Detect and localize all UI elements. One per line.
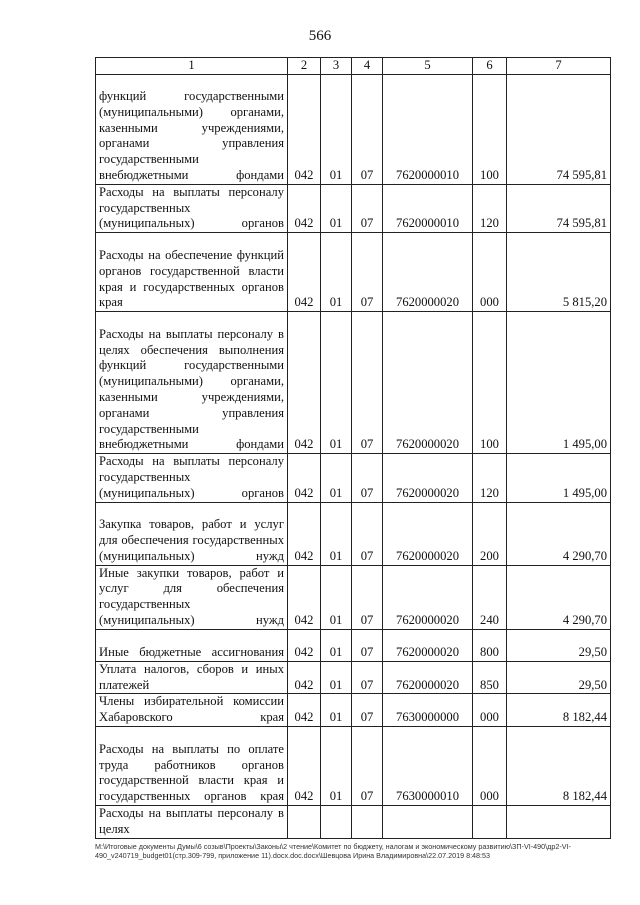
section-code: 01 — [321, 661, 352, 694]
subsection-code: 07 — [352, 565, 383, 629]
target-article-code: 7620000020 — [383, 661, 473, 694]
table-row — [96, 726, 611, 805]
amount: 1 495,00 — [507, 454, 611, 502]
ministry-code: 042 — [288, 694, 321, 727]
table-row — [96, 661, 611, 694]
ministry-code: 042 — [288, 502, 321, 565]
table-row — [96, 312, 611, 454]
col-header-2: 2 — [288, 58, 321, 75]
row-description: Расходы на обеспечение функций органов государственной власти края и государственных органов края — [96, 233, 288, 312]
document-path-footer: M:\Итоговые документы Думы\6 созыв\Проекты\Законы\2 чтение\Комитет по бюджету, налогам и экономическому развитию\ЗП-VI-490\др2-VI-490_v240719_budget01(стр.309-799, приложение 11).docx.doc.docx\Шевцова Ирина Владимировна\22.07.2019 8:48:53 — [95, 842, 571, 860]
amount: 1 495,00 — [507, 312, 611, 454]
section-code: 01 — [321, 74, 352, 184]
expense-type-code: 100 — [473, 74, 507, 184]
target-article-code: 7620000020 — [383, 502, 473, 565]
target-article-code: 7620000020 — [383, 565, 473, 629]
target-article-code: 7630000000 — [383, 694, 473, 727]
expense-type-code: 120 — [473, 454, 507, 502]
section-code: 01 — [321, 502, 352, 565]
section-code — [321, 805, 352, 838]
expense-type-code — [473, 805, 507, 838]
target-article-code: 7620000020 — [383, 454, 473, 502]
section-code: 01 — [321, 694, 352, 727]
amount — [507, 805, 611, 838]
subsection-code: 07 — [352, 184, 383, 232]
section-code: 01 — [321, 629, 352, 661]
col-header-7: 7 — [507, 58, 611, 75]
amount: 5 815,20 — [507, 233, 611, 312]
expense-type-code: 800 — [473, 629, 507, 661]
col-header-5: 5 — [383, 58, 473, 75]
table-row — [96, 565, 611, 629]
row-description: функций государственными (муниципальными) органами, казенными учреждениями, органами управления государственными внебюджетными фондами — [96, 74, 288, 184]
subsection-code: 07 — [352, 629, 383, 661]
section-code: 01 — [321, 565, 352, 629]
expense-type-code: 000 — [473, 726, 507, 805]
row-description: Расходы на выплаты персоналу государственных (муниципальных) органов — [96, 454, 288, 502]
table-row — [96, 74, 611, 184]
row-description: Расходы на выплаты персоналу в целях — [96, 805, 288, 838]
table-row — [96, 454, 611, 502]
target-article-code: 7620000020 — [383, 629, 473, 661]
target-article-code: 7620000010 — [383, 184, 473, 232]
subsection-code — [352, 805, 383, 838]
subsection-code: 07 — [352, 726, 383, 805]
ministry-code: 042 — [288, 74, 321, 184]
expense-type-code: 000 — [473, 233, 507, 312]
amount: 4 290,70 — [507, 502, 611, 565]
col-header-3: 3 — [321, 58, 352, 75]
amount: 74 595,81 — [507, 74, 611, 184]
table-row — [96, 233, 611, 312]
ministry-code: 042 — [288, 184, 321, 232]
row-description: Иные бюджетные ассигнования — [96, 629, 288, 661]
ministry-code: 042 — [288, 726, 321, 805]
row-description: Расходы на выплаты персоналу государственных (муниципальных) органов — [96, 184, 288, 232]
row-description: Уплата налогов, сборов и иных платежей — [96, 661, 288, 694]
section-code: 01 — [321, 312, 352, 454]
budget-table — [95, 57, 611, 839]
subsection-code: 07 — [352, 661, 383, 694]
col-header-4: 4 — [352, 58, 383, 75]
amount: 8 182,44 — [507, 726, 611, 805]
section-code: 01 — [321, 454, 352, 502]
target-article-code: 7620000020 — [383, 312, 473, 454]
expense-type-code: 850 — [473, 661, 507, 694]
page-number: 566 — [308, 28, 332, 44]
subsection-code: 07 — [352, 233, 383, 312]
ministry-code: 042 — [288, 233, 321, 312]
section-code: 01 — [321, 726, 352, 805]
expense-type-code: 000 — [473, 694, 507, 727]
table-row — [96, 502, 611, 565]
amount: 29,50 — [507, 661, 611, 694]
row-description: Закупка товаров, работ и услуг для обеспечения государственных (муниципальных) нужд — [96, 502, 288, 565]
amount: 8 182,44 — [507, 694, 611, 727]
table-row — [96, 629, 611, 661]
subsection-code: 07 — [352, 454, 383, 502]
target-article-code: 7620000010 — [383, 74, 473, 184]
row-description: Члены избирательной комиссии Хабаровского края — [96, 694, 288, 727]
expense-type-code: 120 — [473, 184, 507, 232]
ministry-code: 042 — [288, 454, 321, 502]
expense-type-code: 200 — [473, 502, 507, 565]
target-article-code: 7620000020 — [383, 233, 473, 312]
amount: 74 595,81 — [507, 184, 611, 232]
target-article-code: 7630000010 — [383, 726, 473, 805]
amount: 29,50 — [507, 629, 611, 661]
ministry-code: 042 — [288, 312, 321, 454]
ministry-code: 042 — [288, 629, 321, 661]
subsection-code: 07 — [352, 502, 383, 565]
amount: 4 290,70 — [507, 565, 611, 629]
ministry-code: 042 — [288, 565, 321, 629]
target-article-code — [383, 805, 473, 838]
ministry-code — [288, 805, 321, 838]
section-code: 01 — [321, 184, 352, 232]
ministry-code: 042 — [288, 661, 321, 694]
table-row — [96, 805, 611, 838]
row-description: Расходы на выплаты по оплате труда работников органов государственной власти края и государственных органов края — [96, 726, 288, 805]
expense-type-code: 100 — [473, 312, 507, 454]
table-row — [96, 184, 611, 232]
subsection-code: 07 — [352, 74, 383, 184]
table-row — [96, 694, 611, 727]
expense-type-code: 240 — [473, 565, 507, 629]
col-header-1: 1 — [96, 58, 288, 75]
subsection-code: 07 — [352, 694, 383, 727]
section-code: 01 — [321, 233, 352, 312]
row-description: Иные закупки товаров, работ и услуг для обеспечения государственных (муниципальных) нужд — [96, 565, 288, 629]
subsection-code: 07 — [352, 312, 383, 454]
col-header-6: 6 — [473, 58, 507, 75]
row-description: Расходы на выплаты персоналу в целях обеспечения выполнения функций государственными (муниципальными) органами, казенными учреждениями, органами управления государственными внебюджетными фондами — [96, 312, 288, 454]
header-row — [96, 58, 611, 75]
